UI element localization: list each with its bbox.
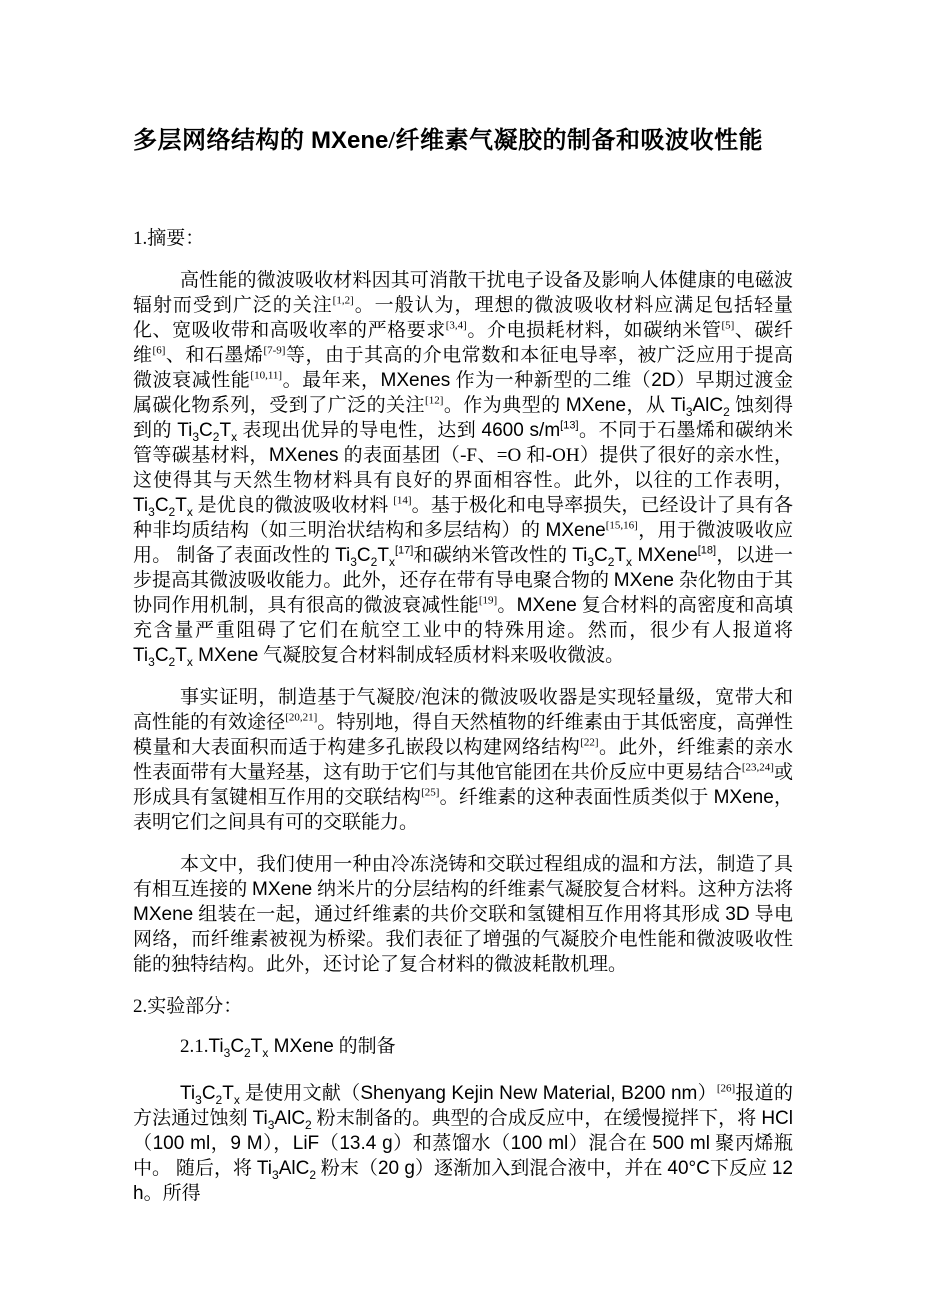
abstract-paragraph-3: 本文中，我们使用一种由冷冻浇铸和交联过程组成的温和方法，制造了具有相互连接的 MXene 纳米片的分层结构的纤维素气凝胶复合材料。这种方法将 MXene 组装在一起，通过纤维素的共价交联和氢键相互作用将其形成 3D 导电网络，而纤维素被视为桥梁。我们表征了增强的气凝胶介电性能和微波吸收性能的独特结构。此外，还讨论了复合材料的微波耗散机理。 [133, 854, 793, 975]
abstract-paragraph-2: 事实证明，制造基于气凝胶/泡沫的微波吸收器是实现轻量级，宽带大和高性能的有效途径[20,21]。特别地，得自天然植物的纤维素由于其低密度，高弹性模量和大表面积而适于构建多孔嵌段以构建网络结构[22]。此外，纤维素的亲水性表面带有大量羟基，这有助于它们与其他官能团在共价反应中更易结合[23,24]或形成具有氢键相互作用的交联结构[25]。纤维素的这种表面性质类似于 MXene，表明它们之间具有可的交联能力。 [133, 687, 793, 833]
experimental-subsection-heading: $2.1.Ti_3C_2T_x$ MXene 的制备 [180, 1036, 396, 1060]
experimental-paragraph-1: $Ti_3C_2T_x$ 是使用文献（Shenyang Kejin New Material, B200 nm）[26]报道的方法通过蚀刻 $Ti_3AlC_2$ 粉末制备的。典型的合成反应中，在缓慢搅拌下，将 HCl（100 ml，9 M），LiF（13.4 g）和蒸馏水（100 ml）混合在 500 ml 聚丙烯瓶中。 随后，将 $Ti_3AlC_2$ 粉末（20 g）逐渐加入到混合液中，并在 40°C下反应 12 h。所得 [133, 1082, 793, 1204]
abstract-section [133, 226, 793, 977]
abstract-heading: 1.摘要： [133, 228, 205, 249]
experimental-heading: 2.实验部分： [133, 996, 243, 1017]
abstract-paragraph-1: 高性能的微波吸收材料因其可消散干扰电子设备及影响人体健康的电磁波辐射而受到广泛的关注[1,2]。一般认为，理想的微波吸收材料应满足包括轻量化、宽吸收带和高吸收率的严格要求[3,4]。介电损耗材料，如碳纳米管[5]、碳纤维[6]、和石墨烯[7-9]等，由于其高的介电常数和本征电导率，被广泛应用于提高微波衰减性能[10,11]。最年来，MXenes 作为一种新型的二维（2D）早期过渡金属碳化物系列，受到了广泛的关注[12]。作为典型的 MXene，从 $Ti_3AlC_2$ 蚀刻得到的 $Ti_3C_2T_x$ 表现出优异的导电性，达到 4600 s/m[13]。不同于石墨烯和碳纳米管等碳基材料，MXenes 的表面基团（-F、=O 和-OH）提供了很好的亲水性，这使得其与天然生物材料具有良好的界面相容性。此外，以往的工作表明，$Ti_3C_2T_x$ 是优良的微波吸收材料 [14]。基于极化和电导率损失，已经设计了具有各种非均质结构（如三明治状结构和多层结构）的 MXene[15,16]，用于微波吸收应用。 制备了表面改性的 $Ti_3C_2T_x[17]$和碳纳米管改性的 $Ti_3C_2T_x$ MXene[18]，以进一步提高其微波吸收能力。此外，还存在带有导电聚合物的 MXene 杂化物由于其协同作用机制，具有很高的微波衰减性能[19]。MXene 复合材料的高密度和高填充含量严重阻碍了它们在航空工业中的特殊用途。然而，很少有人报道将 $Ti_3C_2T_x$ MXene 气凝胶复合材料制成轻质材料来吸收微波。 [133, 270, 793, 669]
document-title: 多层网络结构的 MXene/纤维素气凝胶的制备和吸波收性能 [133, 127, 764, 154]
experimental-section [133, 994, 793, 1206]
